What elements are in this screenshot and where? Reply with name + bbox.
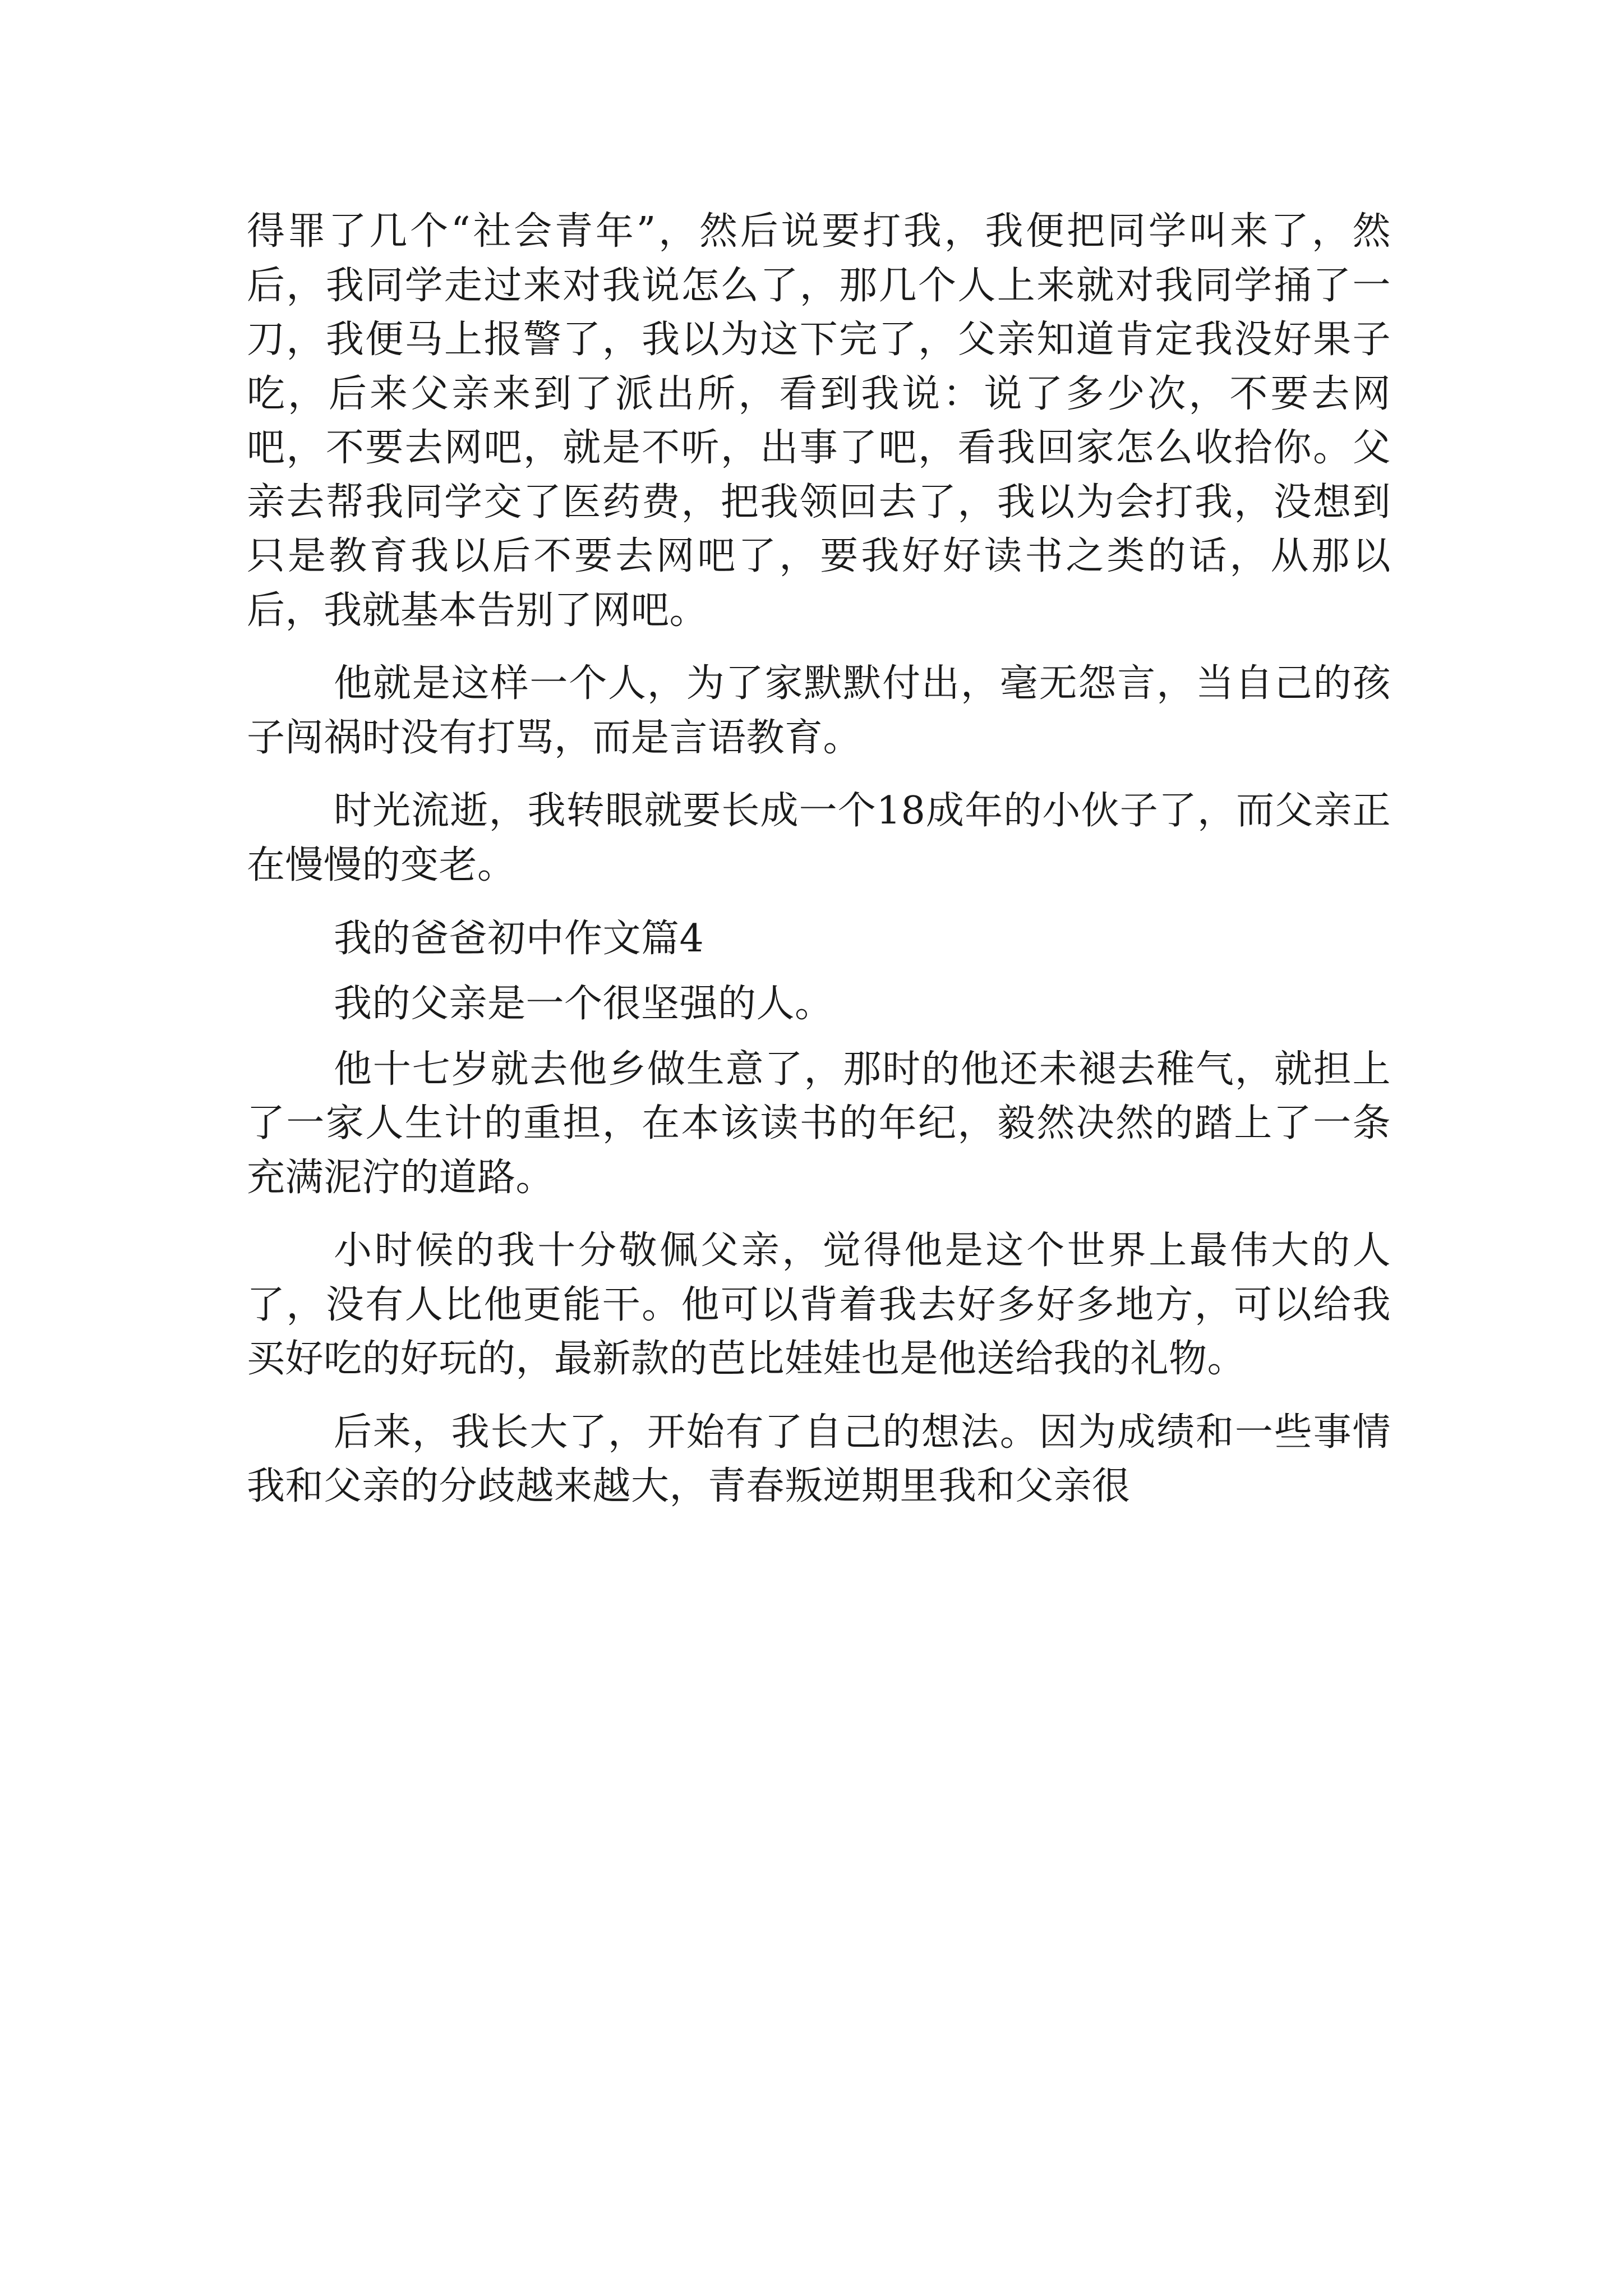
paragraph: 时光流逝，我转眼就要长成一个18成年的小伙子了，而父亲正在慢慢的变老。 — [247, 789, 1391, 888]
paragraph: 小时候的我十分敬佩父亲，觉得他是这个世界上最伟大的人了，没有人比他更能干。他可以背着我去好多好多地方，可以给我买好吃的好玩的，最新款的芭比娃娃也是他送给我的礼物。 — [247, 1228, 1391, 1382]
paragraph: 他十七岁就去他乡做生意了，那时的他还未褪去稚气，就担上了一家人生计的重担，在本该读书的年纪，毅然决然的踏上了一条充满泥泞的道路。 — [247, 1047, 1391, 1200]
paragraph-continued: 得罪了几个“社会青年”，然后说要打我，我便把同学叫来了，然后，我同学走过来对我说怎么了，那几个人上来就对我同学捅了一刀，我便马上报警了，我以为这下完了，父亲知道肯定我没好果子吃，后来父亲来到了派出所，看到我说：说了多少次，不要去网吧，不要去网吧，就是不听，出事了吧，看我回家怎么收拾你。父亲去帮我同学交了医药费，把我领回去了，我以为会打我，没想到只是教育我以后不要去网吧了，要我好好读书之类的话，从那以后，我就基本告别了网吧。 — [247, 209, 1391, 633]
paragraph: 他就是这样一个人，为了家默默付出，毫无怨言，当自己的孩子闯祸时没有打骂，而是言语教育。 — [247, 661, 1391, 760]
paragraph: 后来，我长大了，开始有了自己的想法。因为成绩和一些事情我和父亲的分歧越来越大，青春叛逆期里我和父亲很 — [247, 1410, 1391, 1509]
document-body — [247, 205, 1391, 1514]
paragraph: 我的父亲是一个很坚强的人。 — [334, 982, 833, 1027]
section-heading: 我的爸爸初中作文篇4 — [334, 916, 704, 961]
